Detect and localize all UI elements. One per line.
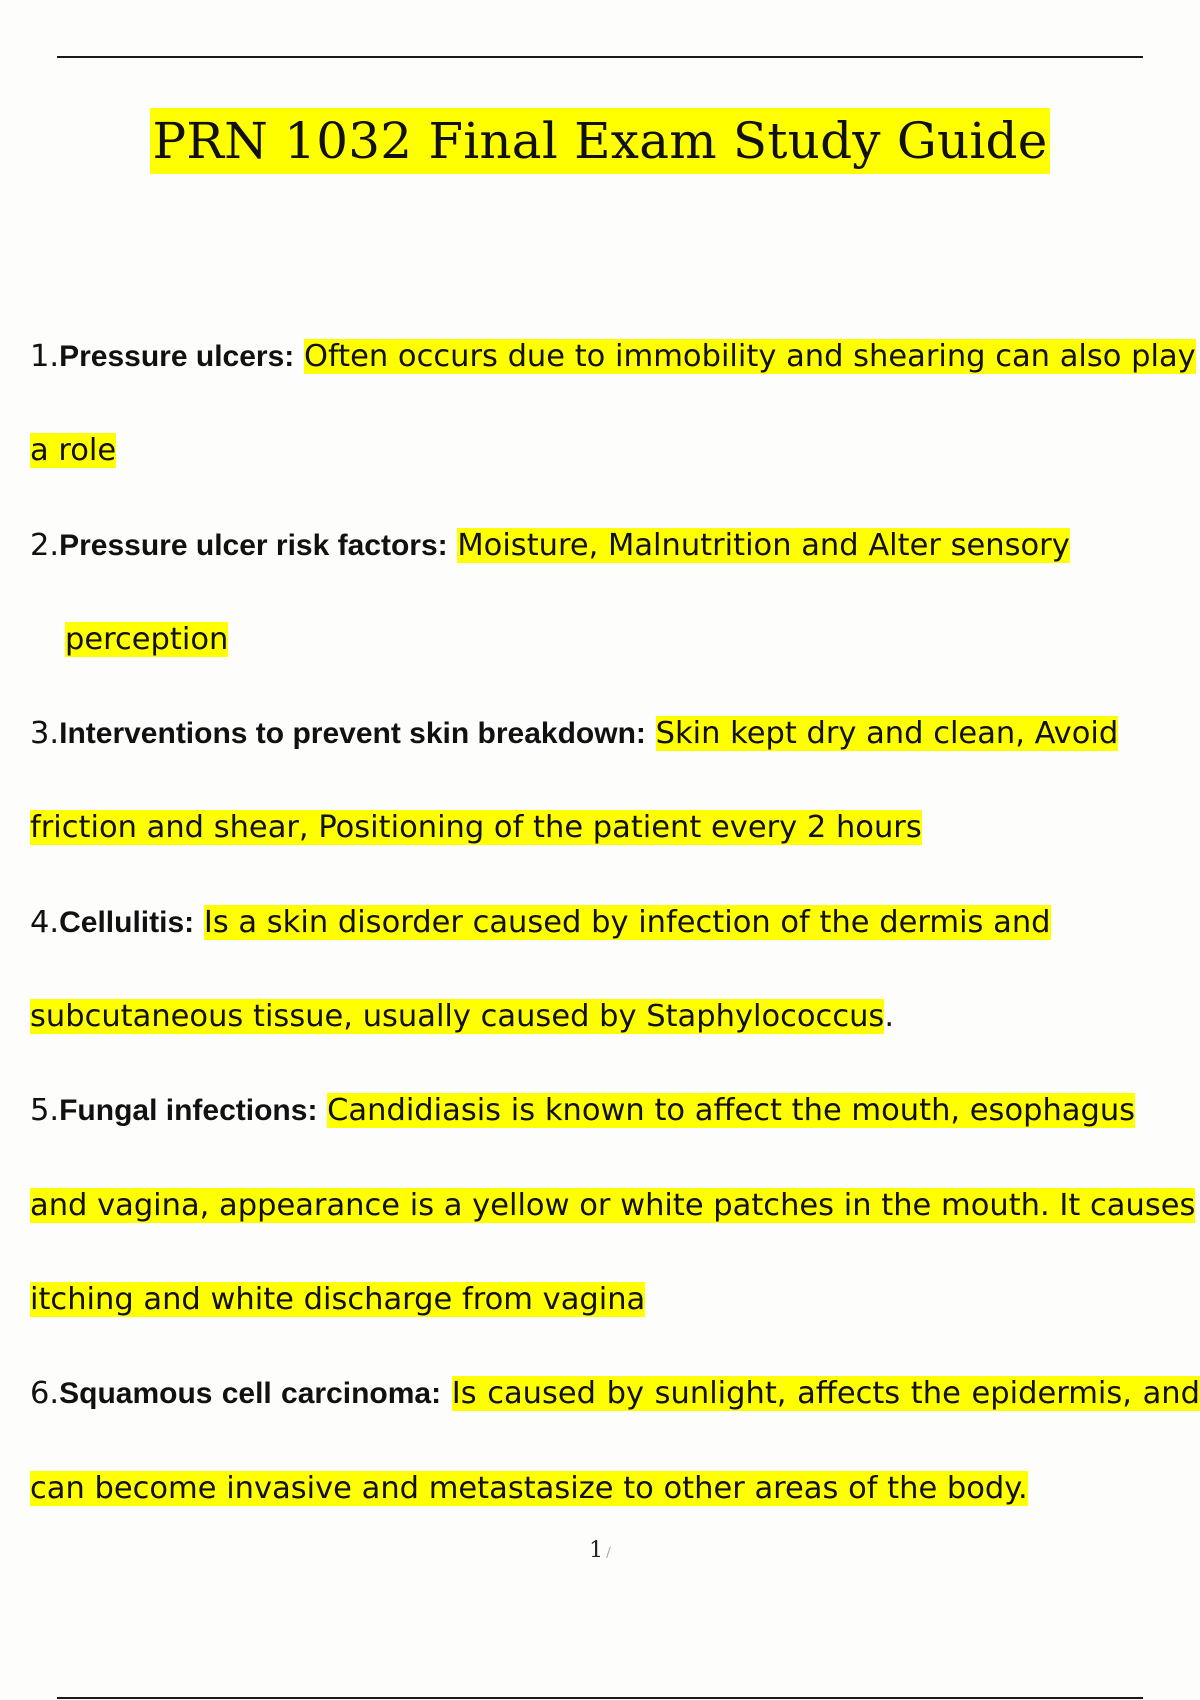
item-definition: Is caused by sunlight, affects the epidermis, and can become invasive and metastasize to other areas of the body. [30, 1376, 1200, 1506]
item-definition: Often occurs due to immobility and shearing can also play a role [30, 339, 1196, 469]
item-number: 5. [30, 1093, 60, 1129]
top-rule [57, 56, 1143, 58]
item-number: 6. [30, 1376, 60, 1412]
page-number [0, 1538, 1200, 1563]
list-item [30, 499, 1200, 688]
item-term: Pressure ulcer risk factors: [59, 528, 448, 562]
page-number-mark: / [606, 1545, 611, 1561]
item-number: 1. [30, 339, 60, 374]
item-definition-continuation: perception [65, 621, 229, 657]
item-definition: Candidiasis is known to affect the mouth, esophagus and vagina, appearance is a yellow or white patches in the mouth. It causes itching and white discharge from vagina [30, 1093, 1196, 1317]
list-item [30, 1064, 1200, 1347]
study-guide-list [30, 310, 1200, 1536]
item-number: 3. [30, 716, 60, 752]
item-term: Fungal infections: [59, 1094, 318, 1128]
item-definition: Is a skin disorder caused by infection of the dermis and subcutaneous tissue, usually caused by Staphylococcus [30, 904, 1051, 1035]
item-term: Interventions to prevent skin breakdown: [59, 717, 646, 751]
item-definition-continuation-line [30, 593, 1200, 687]
list-item [30, 310, 1200, 499]
bottom-rule [57, 1697, 1143, 1699]
list-item [30, 876, 1200, 1065]
item-definition: Moisture, Malnutrition and Alter sensory [457, 527, 1070, 563]
page-number-value: 1 [589, 1538, 604, 1563]
item-term: Pressure ulcers: [59, 340, 295, 373]
list-item [30, 687, 1200, 876]
list-item [30, 1347, 1200, 1536]
document-title: PRN 1032 Final Exam Study Guide [150, 108, 1049, 174]
item-term: Squamous cell carcinoma: [59, 1377, 442, 1411]
item-term: Cellulitis: [59, 905, 195, 939]
item-trailing: . [884, 999, 895, 1035]
item-definition: Skin kept dry and clean, Avoid friction and shear, Positioning of the patient every 2 hours [30, 716, 1119, 846]
title-container [0, 108, 1200, 174]
item-number: 4. [30, 904, 60, 940]
item-number: 2. [30, 527, 60, 563]
